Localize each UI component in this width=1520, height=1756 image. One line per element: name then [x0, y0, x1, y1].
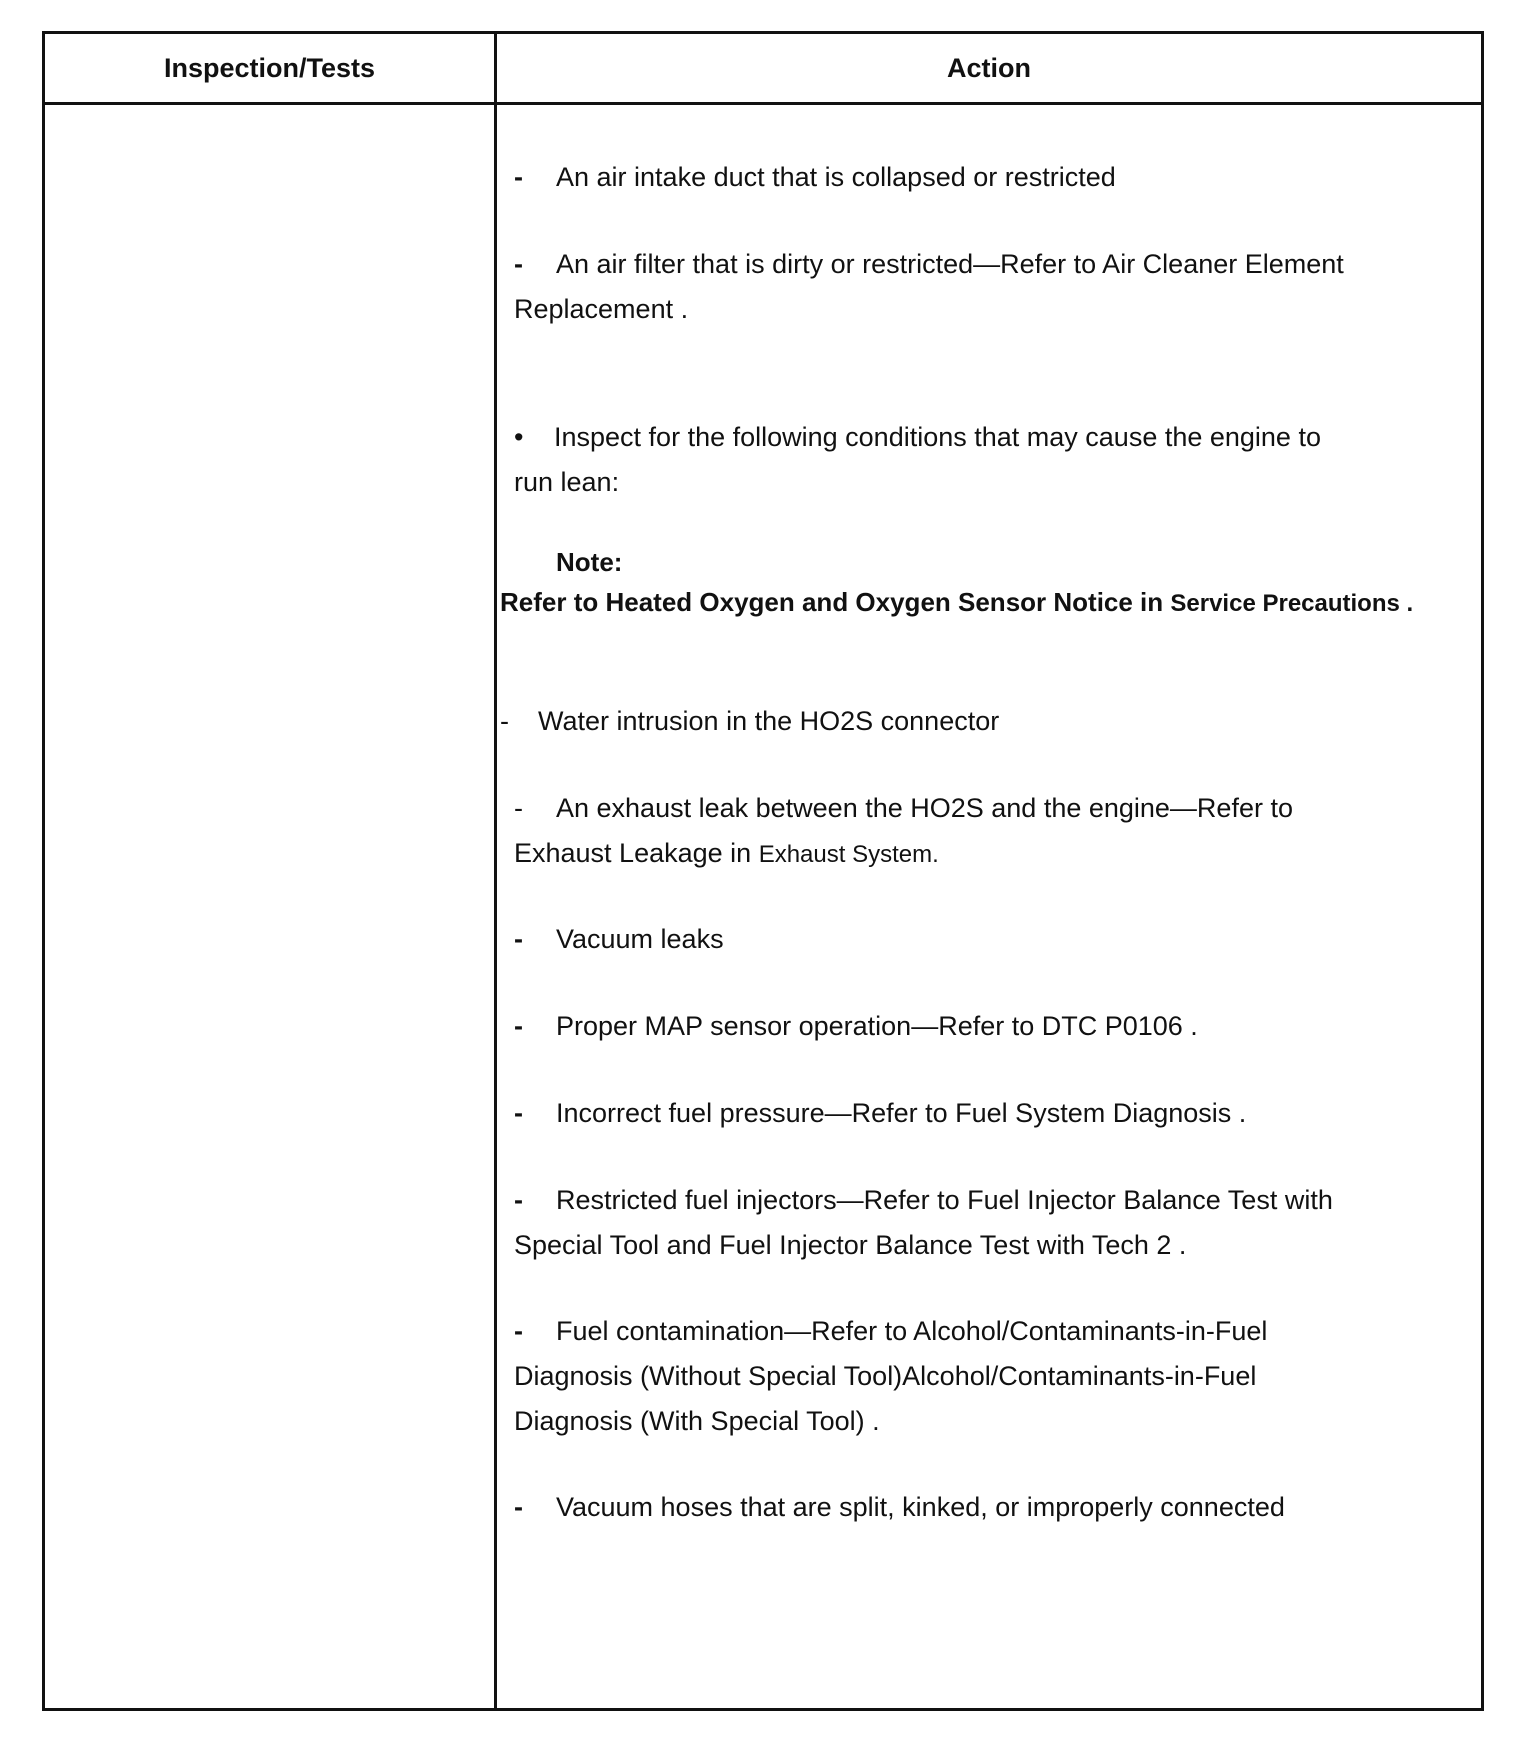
action-item-text-continued: Replacement . — [514, 294, 689, 324]
action-item-fuel-pressure — [514, 1091, 1246, 1136]
action-item-text: Vacuum hoses that are split, kinked, or improperly connected — [556, 1492, 1285, 1522]
bullet-text-continued: run lean: — [514, 467, 620, 497]
note-text-main: Refer to Heated Oxygen and Oxygen Sensor Notice in — [500, 587, 1171, 617]
dash-marker: - — [514, 1316, 523, 1346]
dash-marker: - — [514, 1098, 523, 1128]
dash-marker: - — [514, 1011, 523, 1041]
dash-marker: - — [514, 793, 523, 823]
dash-marker: - — [514, 1492, 523, 1522]
action-item-text: Vacuum leaks — [556, 924, 724, 954]
action-item-text-continued: Diagnosis (With Special Tool) . — [514, 1406, 880, 1436]
column-divider — [494, 34, 497, 1708]
action-item-text: Fuel contamination—Refer to Alcohol/Contaminants-in-Fuel — [556, 1316, 1268, 1346]
action-item-text: Restricted fuel injectors—Refer to Fuel Injector Balance Test with — [556, 1185, 1333, 1215]
action-item-air-filter — [514, 242, 1344, 332]
header-divider — [45, 102, 1481, 105]
note-label: Note: — [556, 547, 623, 577]
header-inspection-tests: Inspection/Tests — [163, 53, 376, 83]
action-item-air-intake — [514, 155, 1116, 200]
dash-marker: - — [514, 924, 523, 954]
action-item-vacuum-leaks — [514, 917, 724, 962]
action-item-map-sensor — [514, 1004, 1198, 1049]
action-item-text: Incorrect fuel pressure—Refer to Fuel System Diagnosis . — [556, 1098, 1247, 1128]
action-item-text: An exhaust leak between the HO2S and the engine—Refer to — [556, 793, 1293, 823]
bullet-text: Inspect for the following conditions that may cause the engine to — [554, 422, 1321, 452]
bullet-marker: • — [514, 422, 524, 452]
action-item-text-continued: Exhaust Leakage in — [514, 838, 759, 868]
dash-marker: - — [514, 1185, 523, 1215]
bullet-inspect-lean — [514, 415, 1321, 505]
action-item-text: An air filter that is dirty or restricted—Refer to Air Cleaner Element — [556, 249, 1344, 279]
dash-marker: - — [514, 162, 523, 192]
action-item-text: Proper MAP sensor operation—Refer to DTC P0106 . — [556, 1011, 1198, 1041]
action-item-fuel-contamination — [514, 1309, 1267, 1444]
note-text — [500, 587, 1413, 618]
action-item-vacuum-hoses — [514, 1485, 1285, 1530]
header-action: Action — [947, 53, 1031, 83]
action-item-exhaust-leak — [514, 786, 1293, 877]
action-item-text: Water intrusion in the HO2S connector — [538, 706, 1000, 736]
dash-marker: - — [514, 249, 523, 279]
note-link-service-precautions: Service Precautions . — [1170, 590, 1414, 617]
link-exhaust-system: Exhaust System. — [758, 841, 939, 868]
action-item-fuel-injectors — [514, 1178, 1333, 1268]
action-item-text: An air intake duct that is collapsed or restricted — [556, 162, 1116, 192]
action-item-text-continued: Diagnosis (Without Special Tool)Alcohol/Contaminants-in-Fuel — [514, 1361, 1257, 1391]
dash-marker: - — [500, 706, 509, 736]
action-item-water-intrusion — [500, 699, 999, 744]
diagnostic-table — [42, 31, 1484, 1711]
action-item-text-continued: Special Tool and Fuel Injector Balance Test with Tech 2 . — [514, 1230, 1187, 1260]
